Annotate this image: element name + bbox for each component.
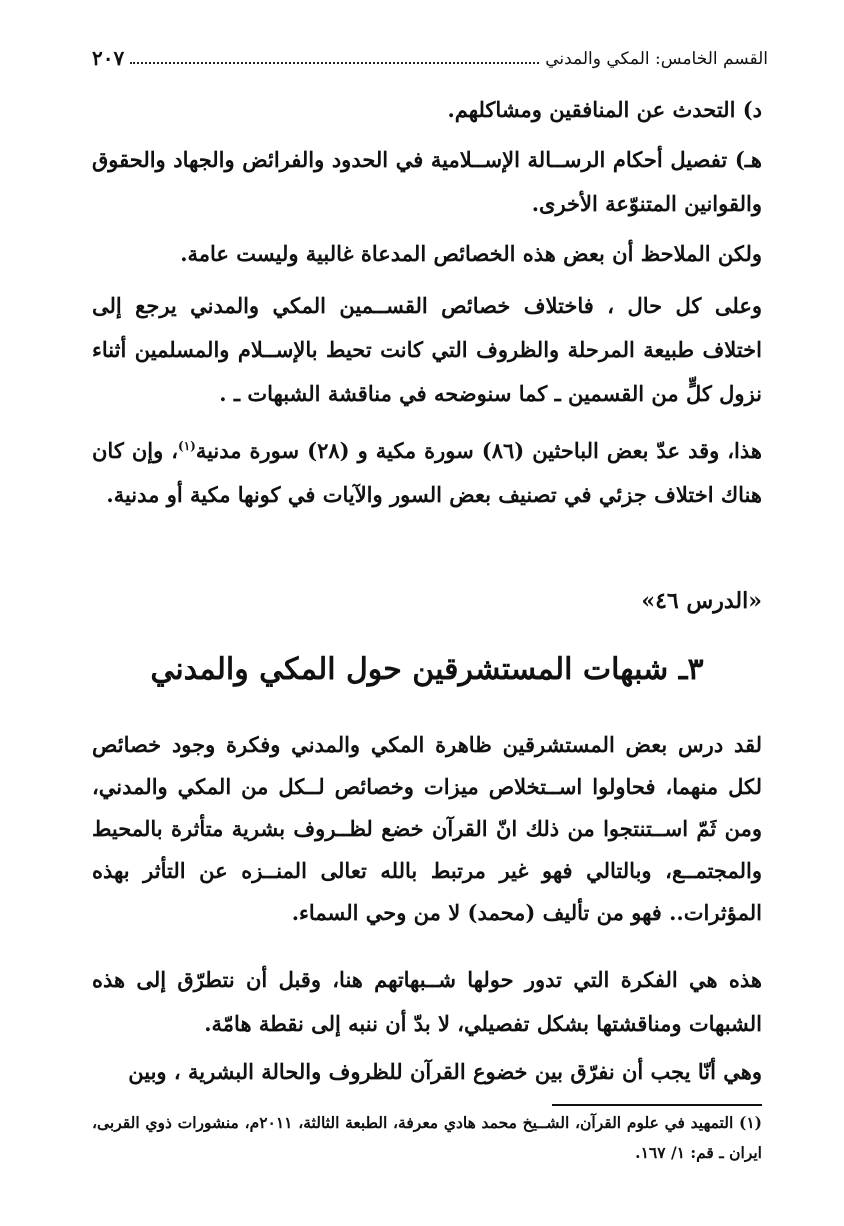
footnote: (١) التمهيد في علوم القرآن، الشــيخ محمد هادي معرفة، الطبعة الثالثة، ٢٠١١م، منشورات ذوي القربى، ايران ـ قم: ١/ ١٦٧. xyxy=(92,1113,762,1162)
footnote-divider xyxy=(552,1104,762,1106)
page-number: ٢٠٧ xyxy=(92,46,125,70)
footnote-reference: (١) xyxy=(178,439,196,453)
leader-dots xyxy=(130,62,539,64)
section-paragraph-orientalists: لقد درس بعض المستشرقين ظاهرة المكي والمدني وفكرة وجود خصائص لكل منهما، فحاولوا اســتخلاص ميزات وخصائص لــكل من المكي والمدني، ومن ثَمّ اســتنتجوا من ذلك انّ القرآن خضع لظــروف بشرية متأثرة بالمحيط والمجتمــع، وبالتالي فهو غير مرتبط بالله تعالى المنــزه عن التأثر بهذه المؤثرات.. فهو من تأليف (محمد) لا من وحي السماء. xyxy=(92,732,762,925)
paragraph-difference: وعلى كل حال ، فاختلاف خصائص القســمين المكي والمدني يرجع إلى اختلاف طبيعة المرحلة والظروف التي كانت تحيط بالإســلام والمسلمين أثناء نزول كلٍّ من القسمين ـ كما سنوضحه في مناقشة الشبهات ـ . xyxy=(92,293,762,406)
running-header xyxy=(92,34,768,68)
paragraph-h: هـ) تفصيل أحكام الرســالة الإســلامية في الحدود والفرائض والجهاد والحقوق والقوانين المتنوّعة الأخرى. xyxy=(92,147,762,216)
paragraph-count-continuation: ، وإن كان هناك اختلاف جزئي في تصنيف بعض السور والآيات في كونها مكية أو مدنية. xyxy=(92,438,762,507)
running-title: القسم الخامس: المكي والمدني xyxy=(545,49,768,69)
paragraph-note: ولكن الملاحظ أن بعض هذه الخصائص المدعاة غالبية وليست عامة. xyxy=(180,241,762,266)
paragraph-d: د) التحدث عن المنافقين ومشاكلهم. xyxy=(447,97,762,122)
paragraph-count-text: هذا، وقد عدّ بعض الباحثين (٨٦) سورة مكية و (٢٨) سورة مدنية xyxy=(195,438,762,463)
section-paragraph-distinction: وهي أنّا يجب أن نفرّق بين خضوع القرآن للظروف والحالة البشرية ، وبين xyxy=(128,1059,762,1084)
section-heading: ٣ـ شبهات المستشرقين حول المكي والمدني xyxy=(150,652,704,687)
section-paragraph-idea: هذه هي الفكرة التي تدور حولها شــبهاتهم هنا، وقبل أن نتطرّق إلى هذه الشبهات ومناقشتها بشكل تفصيلي، لا بدّ أن ننبه إلى نقطة هامّة. xyxy=(92,967,762,1036)
lesson-marker: «الدرس ٤٦» xyxy=(641,588,762,614)
paragraph-count xyxy=(92,424,762,517)
